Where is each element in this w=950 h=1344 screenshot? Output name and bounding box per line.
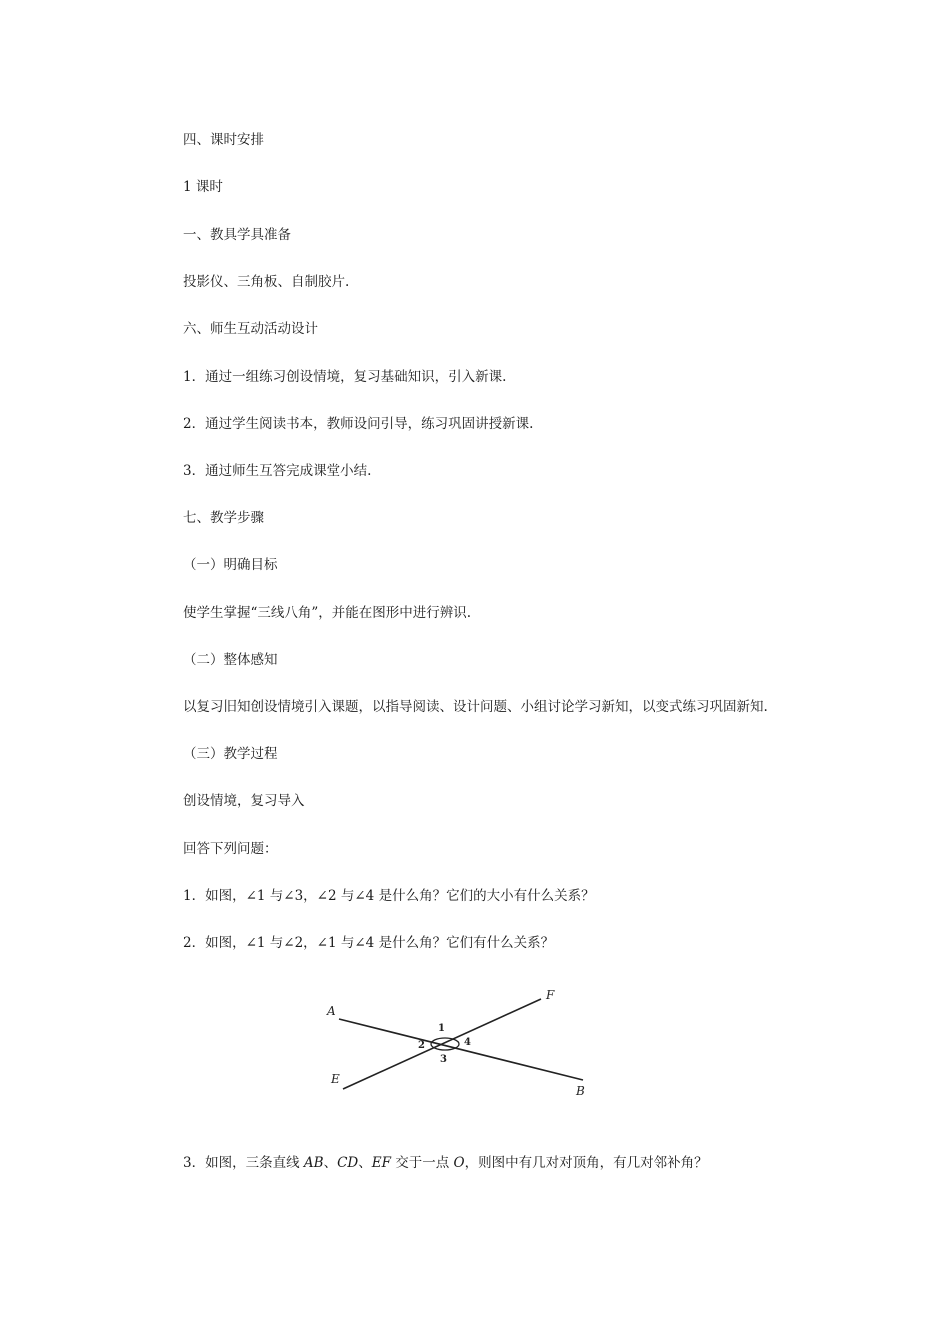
- subheading-goal: （一）明确目标: [183, 557, 278, 573]
- label-b: B: [576, 1084, 585, 1098]
- angle-3-label: 3: [440, 1054, 447, 1065]
- label-e: E: [331, 1072, 340, 1086]
- line-ab-name: AB: [303, 1155, 324, 1171]
- subheading-process: （三）教学过程: [183, 746, 278, 762]
- subheading-overview: （二）整体感知: [183, 652, 278, 668]
- label-f: F: [546, 988, 555, 1002]
- list-item: 2．通过学生阅读书本，教师设问引导，练习巩固讲授新课.: [183, 416, 534, 432]
- heading-schedule: 四、课时安排: [183, 132, 264, 148]
- line-ef: [343, 999, 541, 1089]
- point-o-name: O: [453, 1155, 465, 1171]
- text-lesson-count: 1 课时: [183, 179, 223, 195]
- heading-interaction: 六、师生互动活动设计: [183, 321, 318, 337]
- question-1: 1．如图，∠1 与∠3，∠2 与∠4 是什么角？它们的大小有什么关系？: [183, 888, 595, 904]
- intersecting-lines-figure: [325, 985, 595, 1100]
- label-a: A: [327, 1004, 336, 1018]
- text-overview: 以复习旧知创设情境引入课题，以指导阅读、设计问题、小组讨论学习新知，以变式练习巩固新知.: [183, 699, 768, 715]
- list-item: 1．通过一组练习创设情境，复习基础知识，引入新课.: [183, 369, 507, 385]
- separator: 、: [323, 1155, 338, 1171]
- line-ab: [339, 1019, 583, 1080]
- question-3: [183, 1154, 708, 1172]
- text-materials: 投影仪、三角板、自制胶片.: [183, 274, 350, 290]
- angle-arc: [431, 1038, 459, 1050]
- question-3-suffix: ，则图中有几对对顶角，有几对邻补角？: [464, 1155, 708, 1171]
- angle-1-label: 1: [438, 1023, 445, 1034]
- heading-steps: 七、教学步骤: [183, 510, 264, 526]
- angle-4-label: 4: [464, 1037, 471, 1048]
- line-ef-name: EF: [371, 1155, 391, 1171]
- list-item: 3．通过师生互答完成课堂小结.: [183, 463, 372, 479]
- line-cd-name: CD: [337, 1155, 359, 1171]
- text-questions-prompt: 回答下列问题：: [183, 841, 278, 857]
- heading-materials: 一、教具学具准备: [183, 227, 291, 243]
- question-3-mid: 交于一点: [390, 1155, 454, 1171]
- angle-2-label: 2: [418, 1040, 425, 1051]
- question-3-prefix: 3．如图，三条直线: [183, 1155, 304, 1171]
- question-2: 2．如图，∠1 与∠2，∠1 与∠4 是什么角？它们有什么关系？: [183, 935, 555, 951]
- separator: 、: [358, 1155, 372, 1171]
- text-intro: 创设情境，复习导入: [183, 793, 305, 809]
- text-goal: 使学生掌握“三线八角”，并能在图形中进行辨识.: [183, 605, 472, 621]
